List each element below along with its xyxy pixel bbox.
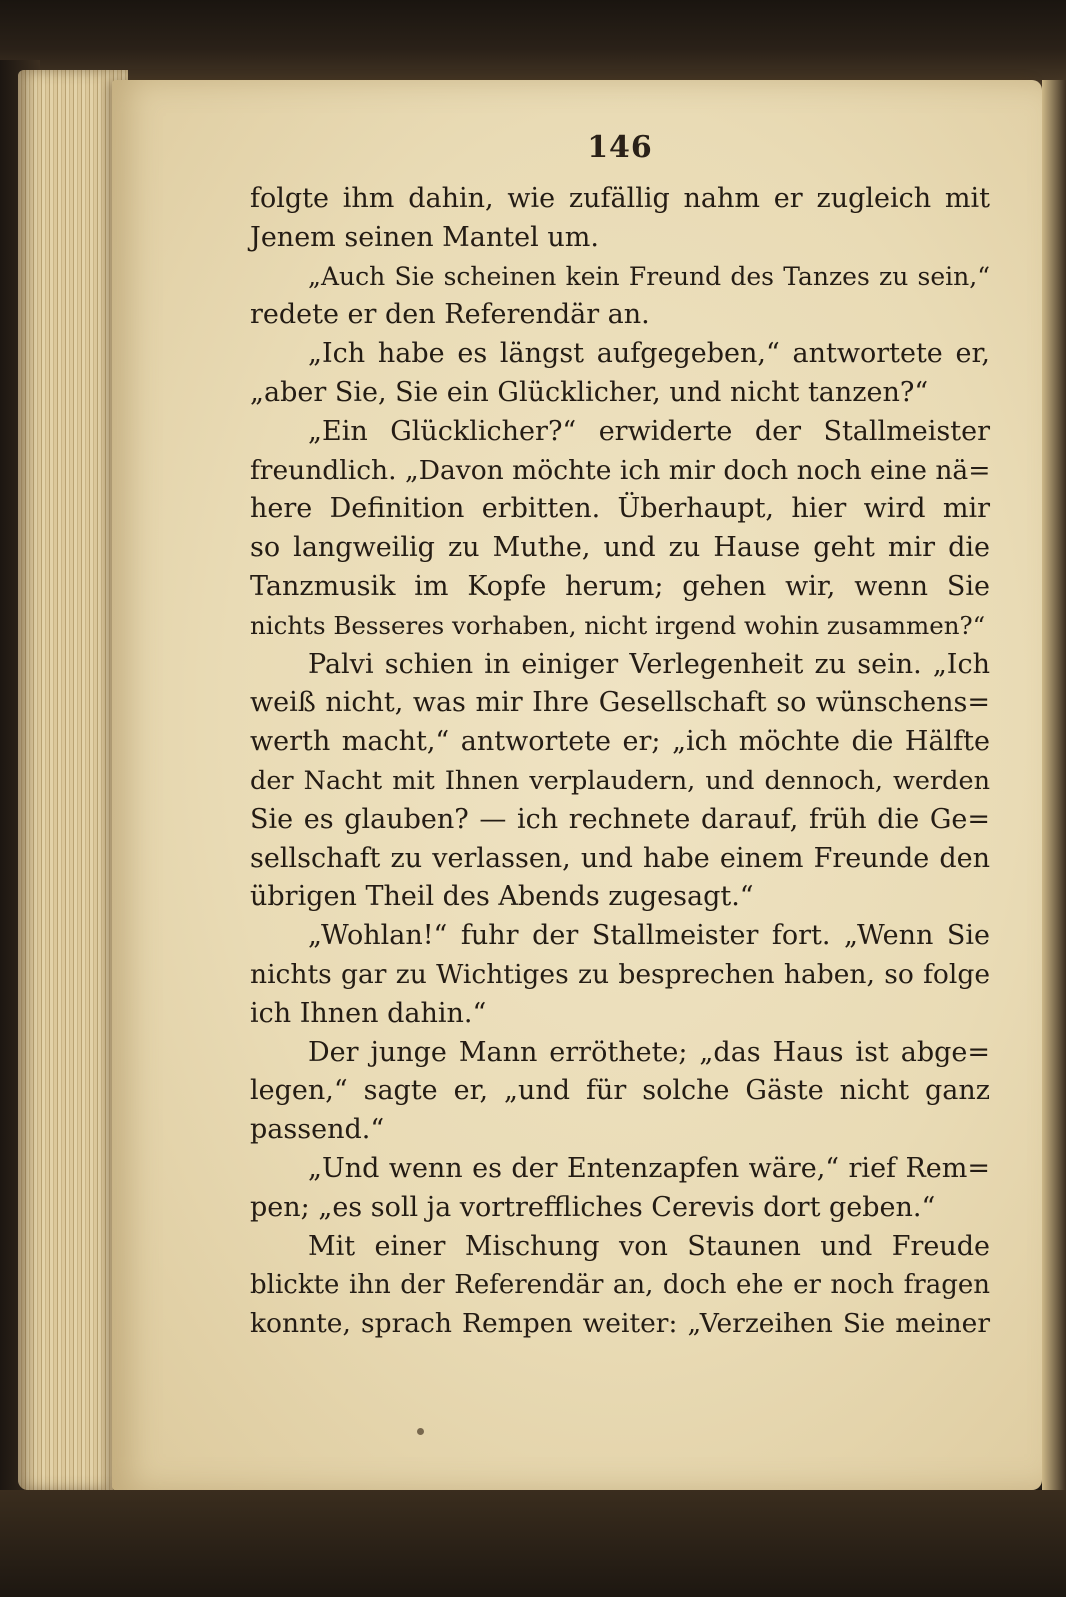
text-line: freundlich. „Davon möchte ich mir doch noch eine nä= (250, 454, 991, 486)
text-line: passend.“ (250, 1114, 385, 1146)
body-text (250, 180, 990, 1344)
text-line: der Nacht mit Ihnen verplaudern, und dennoch, werden (250, 765, 990, 796)
text-line: „Und wenn es der Entenzapfen wäre,“ rief Rem= (308, 1152, 990, 1184)
text-line: blickte ihn der Referendär an, doch ehe er noch fragen (250, 1270, 990, 1301)
text-line: „aber Sie, Sie ein Glücklicher, und nicht tanzen?“ (250, 376, 929, 408)
text-line: legen,“ sagte er, „und für solche Gäste nicht ganz (250, 1075, 990, 1107)
page-right-edge (1042, 80, 1066, 1490)
text-line: Palvi schien in einiger Verlegenheit zu sein. „Ich (308, 648, 990, 680)
text-line: „Wohlan!“ fuhr der Stallmeister fort. „Wenn Sie (308, 920, 990, 952)
text-line: here Definition erbitten. Überhaupt, hier wird mir (250, 493, 990, 525)
text-line: konnte, sprach Rempen weiter: „Verzeihen Sie meiner (250, 1308, 990, 1340)
book-cover-top-edge (0, 0, 1066, 90)
text-line: ich Ihnen dahin.“ (250, 997, 487, 1029)
text-line: Tanzmusik im Kopfe herum; gehen wir, wenn Sie (250, 570, 990, 602)
text-line: „Auch Sie scheinen kein Freund des Tanzes zu sein,“ (308, 261, 990, 291)
text-line: Mit einer Mischung von Staunen und Freude (308, 1230, 990, 1262)
text-line: übrigen Theil des Abends zugesagt.“ (250, 881, 754, 913)
text-line: folgte ihm dahin, wie zufällig nahm er zugleich mit (250, 183, 990, 214)
text-line: pen; „es soll ja vortreffliches Cerevis dort geben.“ (250, 1191, 936, 1223)
text-line: so langweilig zu Muthe, und zu Hause geht mir die (250, 532, 990, 564)
text-line: Sie es glauben? — ich rechnete darauf, früh die Ge= (250, 803, 990, 835)
text-line: nichts gar zu Wichtiges zu besprechen haben, so folge (250, 958, 990, 990)
text-line: sellschaft zu verlassen, und habe einem Freunde den (250, 842, 990, 874)
ink-spot (417, 1428, 424, 1435)
text-line: „Ein Glücklicher?“ erwiderte der Stallmeister (308, 415, 990, 447)
text-line: werth macht,“ antwortete er; „ich möchte die Hälfte (250, 726, 990, 758)
text-line: weiß nicht, was mir Ihre Gesellschaft so wünschens= (250, 687, 990, 719)
book-bottom-edge (0, 1490, 1066, 1597)
text-line: nichts Besseres vorhaben, nicht irgend wohin zusammen?“ (250, 610, 986, 640)
text-line: Der junge Mann erröthete; „das Haus ist abge= (308, 1036, 990, 1068)
page-number: 146 (587, 130, 653, 165)
text-line: redete er den Referendär an. (250, 299, 650, 331)
text-line: „Ich habe es längst aufgegeben,“ antwortete er, (308, 338, 990, 370)
text-line: Jenem seinen Mantel um. (250, 221, 599, 253)
